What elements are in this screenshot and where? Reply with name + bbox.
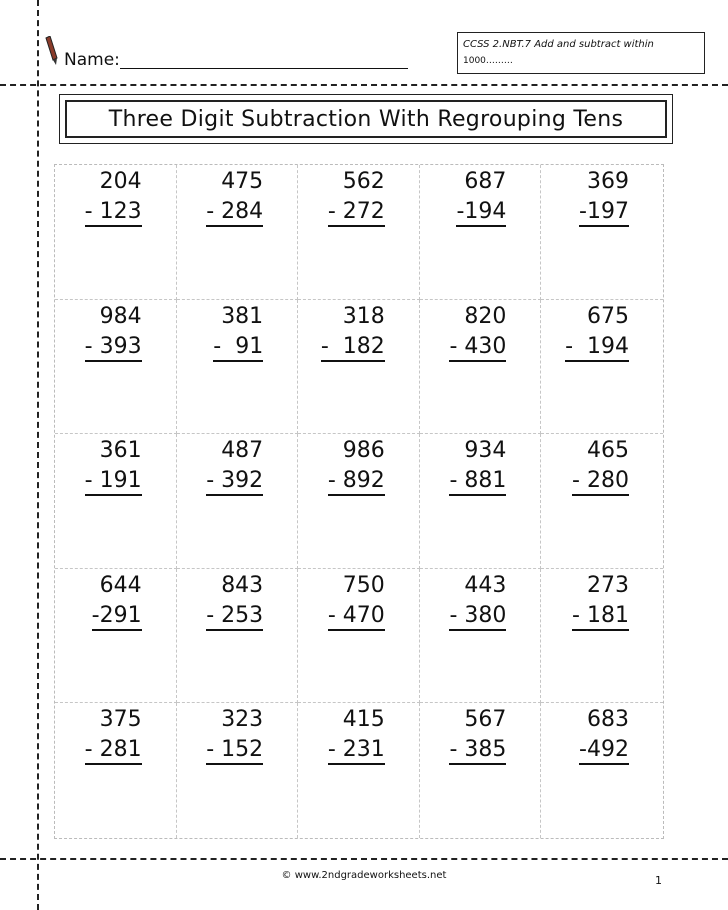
left-cut-line [37,0,39,910]
problem-cell [55,434,177,569]
problem-cell [420,569,542,704]
subtrahend-row [298,197,419,227]
name-label: Name: [64,50,120,70]
subtrahend: - 281 [85,737,142,765]
subtrahend: -194 [456,199,506,227]
problem-cell [541,434,663,569]
title-frame [59,94,673,144]
subtrahend-row [420,735,541,765]
subtraction-problem [541,167,663,227]
subtrahend: - 385 [449,737,506,765]
subtraction-problem [541,705,663,765]
subtrahend-row [420,466,541,496]
minuend: 443 [464,572,507,598]
subtrahend-row [177,197,298,227]
minuend: 820 [464,303,507,329]
subtrahend: - 191 [85,468,142,496]
subtraction-problem [420,167,541,227]
footer-website: © www.2ndgradeworksheets.net [281,870,447,881]
subtrahend: -197 [579,199,629,227]
subtrahend: - 470 [328,603,385,631]
minuend: 986 [342,438,385,464]
problem-cell [298,569,420,704]
problem-cell [298,165,420,300]
subtrahend-row [55,197,176,227]
ccss-standard-text-continued: 1000……… [463,56,513,66]
subtraction-problem [177,302,298,362]
subtrahend: - 181 [572,603,629,631]
subtrahend-row [541,601,663,631]
subtrahend: - 284 [206,199,263,227]
minuend: 934 [464,438,507,464]
minuend: 369 [586,169,629,194]
minuend: 567 [464,707,507,733]
subtraction-problem [298,571,419,631]
minuend: 375 [99,707,142,733]
subtrahend: - 272 [328,199,385,227]
subtraction-problem [55,436,176,496]
minuend: 984 [99,303,142,329]
subtraction-problem [420,302,541,362]
problem-cell [177,165,299,300]
pencil-icon [44,36,58,66]
minuend: 323 [221,707,264,733]
subtraction-problem [298,167,419,227]
problem-cell [541,165,663,300]
top-cut-line [0,84,728,86]
problem-cell [177,434,299,569]
subtraction-problem [177,436,298,496]
subtrahend-row [298,601,419,631]
subtrahend-row [55,735,176,765]
subtrahend: - 380 [449,603,506,631]
problem-cell [177,703,299,838]
problem-cell [420,434,542,569]
subtraction-problem [541,302,663,362]
problem-cell [177,300,299,435]
subtraction-problem [420,571,541,631]
subtrahend: - 91 [213,334,263,362]
subtrahend: - 123 [85,199,142,227]
subtrahend: -291 [92,603,142,631]
subtrahend: - 393 [85,334,142,362]
subtraction-problem [55,571,176,631]
problem-cell [55,703,177,838]
subtraction-problem [55,302,176,362]
problem-cell [298,300,420,435]
minuend: 204 [99,169,142,194]
problem-cell [420,165,542,300]
bottom-cut-line [0,858,728,860]
subtrahend: - 231 [328,737,385,765]
problem-cell [541,300,663,435]
problem-cell [55,300,177,435]
subtrahend-row [177,466,298,496]
page-number: 1 [655,874,662,887]
subtraction-problem [177,167,298,227]
subtraction-problem [420,705,541,765]
subtraction-problem [298,705,419,765]
worksheet-title: Three Digit Subtraction With Regrouping Tens [65,100,667,138]
subtrahend-row [420,601,541,631]
subtraction-problem [177,571,298,631]
subtrahend-row [420,332,541,362]
subtrahend-row [55,466,176,496]
problem-cell [298,703,420,838]
subtrahend-row [298,466,419,496]
subtrahend-row [177,735,298,765]
subtraction-problem [541,571,663,631]
subtrahend-row [298,735,419,765]
minuend: 273 [586,572,629,598]
subtrahend: - 152 [206,737,263,765]
subtrahend: - 881 [449,468,506,496]
problem-cell [541,569,663,704]
minuend: 687 [464,169,507,194]
subtrahend-row [55,601,176,631]
minuend: 644 [99,572,142,598]
subtrahend: - 280 [572,468,629,496]
ccss-standard-box [457,32,705,74]
problem-grid [54,164,664,839]
subtrahend-row [541,735,663,765]
subtraction-problem [177,705,298,765]
subtrahend: - 194 [565,334,629,362]
subtrahend-row [420,197,541,227]
problem-cell [298,434,420,569]
subtrahend-row [177,601,298,631]
minuend: 675 [586,303,629,329]
problem-cell [541,703,663,838]
problem-cell [55,165,177,300]
minuend: 475 [221,169,264,194]
name-field[interactable] [120,68,408,69]
ccss-standard-text: CCSS 2.NBT.7 Add and subtract within [463,39,654,50]
subtraction-problem [541,436,663,496]
minuend: 562 [342,169,385,194]
minuend: 465 [586,438,629,464]
subtrahend: - 892 [328,468,385,496]
minuend: 487 [221,438,264,464]
subtrahend: - 182 [321,334,385,362]
subtrahend: - 253 [206,603,263,631]
subtrahend-row [177,332,298,362]
problem-cell [55,569,177,704]
minuend: 750 [342,572,385,598]
subtraction-problem [55,167,176,227]
minuend: 381 [221,303,264,329]
problem-cell [420,300,542,435]
minuend: 318 [342,303,385,329]
problem-cell [420,703,542,838]
minuend: 683 [586,707,629,733]
subtrahend-row [541,197,663,227]
minuend: 843 [221,572,264,598]
subtrahend-row [55,332,176,362]
subtrahend-row [541,466,663,496]
subtrahend-row [298,332,419,362]
subtrahend: - 392 [206,468,263,496]
subtraction-problem [298,302,419,362]
subtraction-problem [420,436,541,496]
subtrahend: -492 [579,737,629,765]
subtrahend-row [541,332,663,362]
minuend: 415 [342,707,385,733]
problem-cell [177,569,299,704]
subtraction-problem [298,436,419,496]
minuend: 361 [99,438,142,464]
subtrahend: - 430 [449,334,506,362]
subtraction-problem [55,705,176,765]
